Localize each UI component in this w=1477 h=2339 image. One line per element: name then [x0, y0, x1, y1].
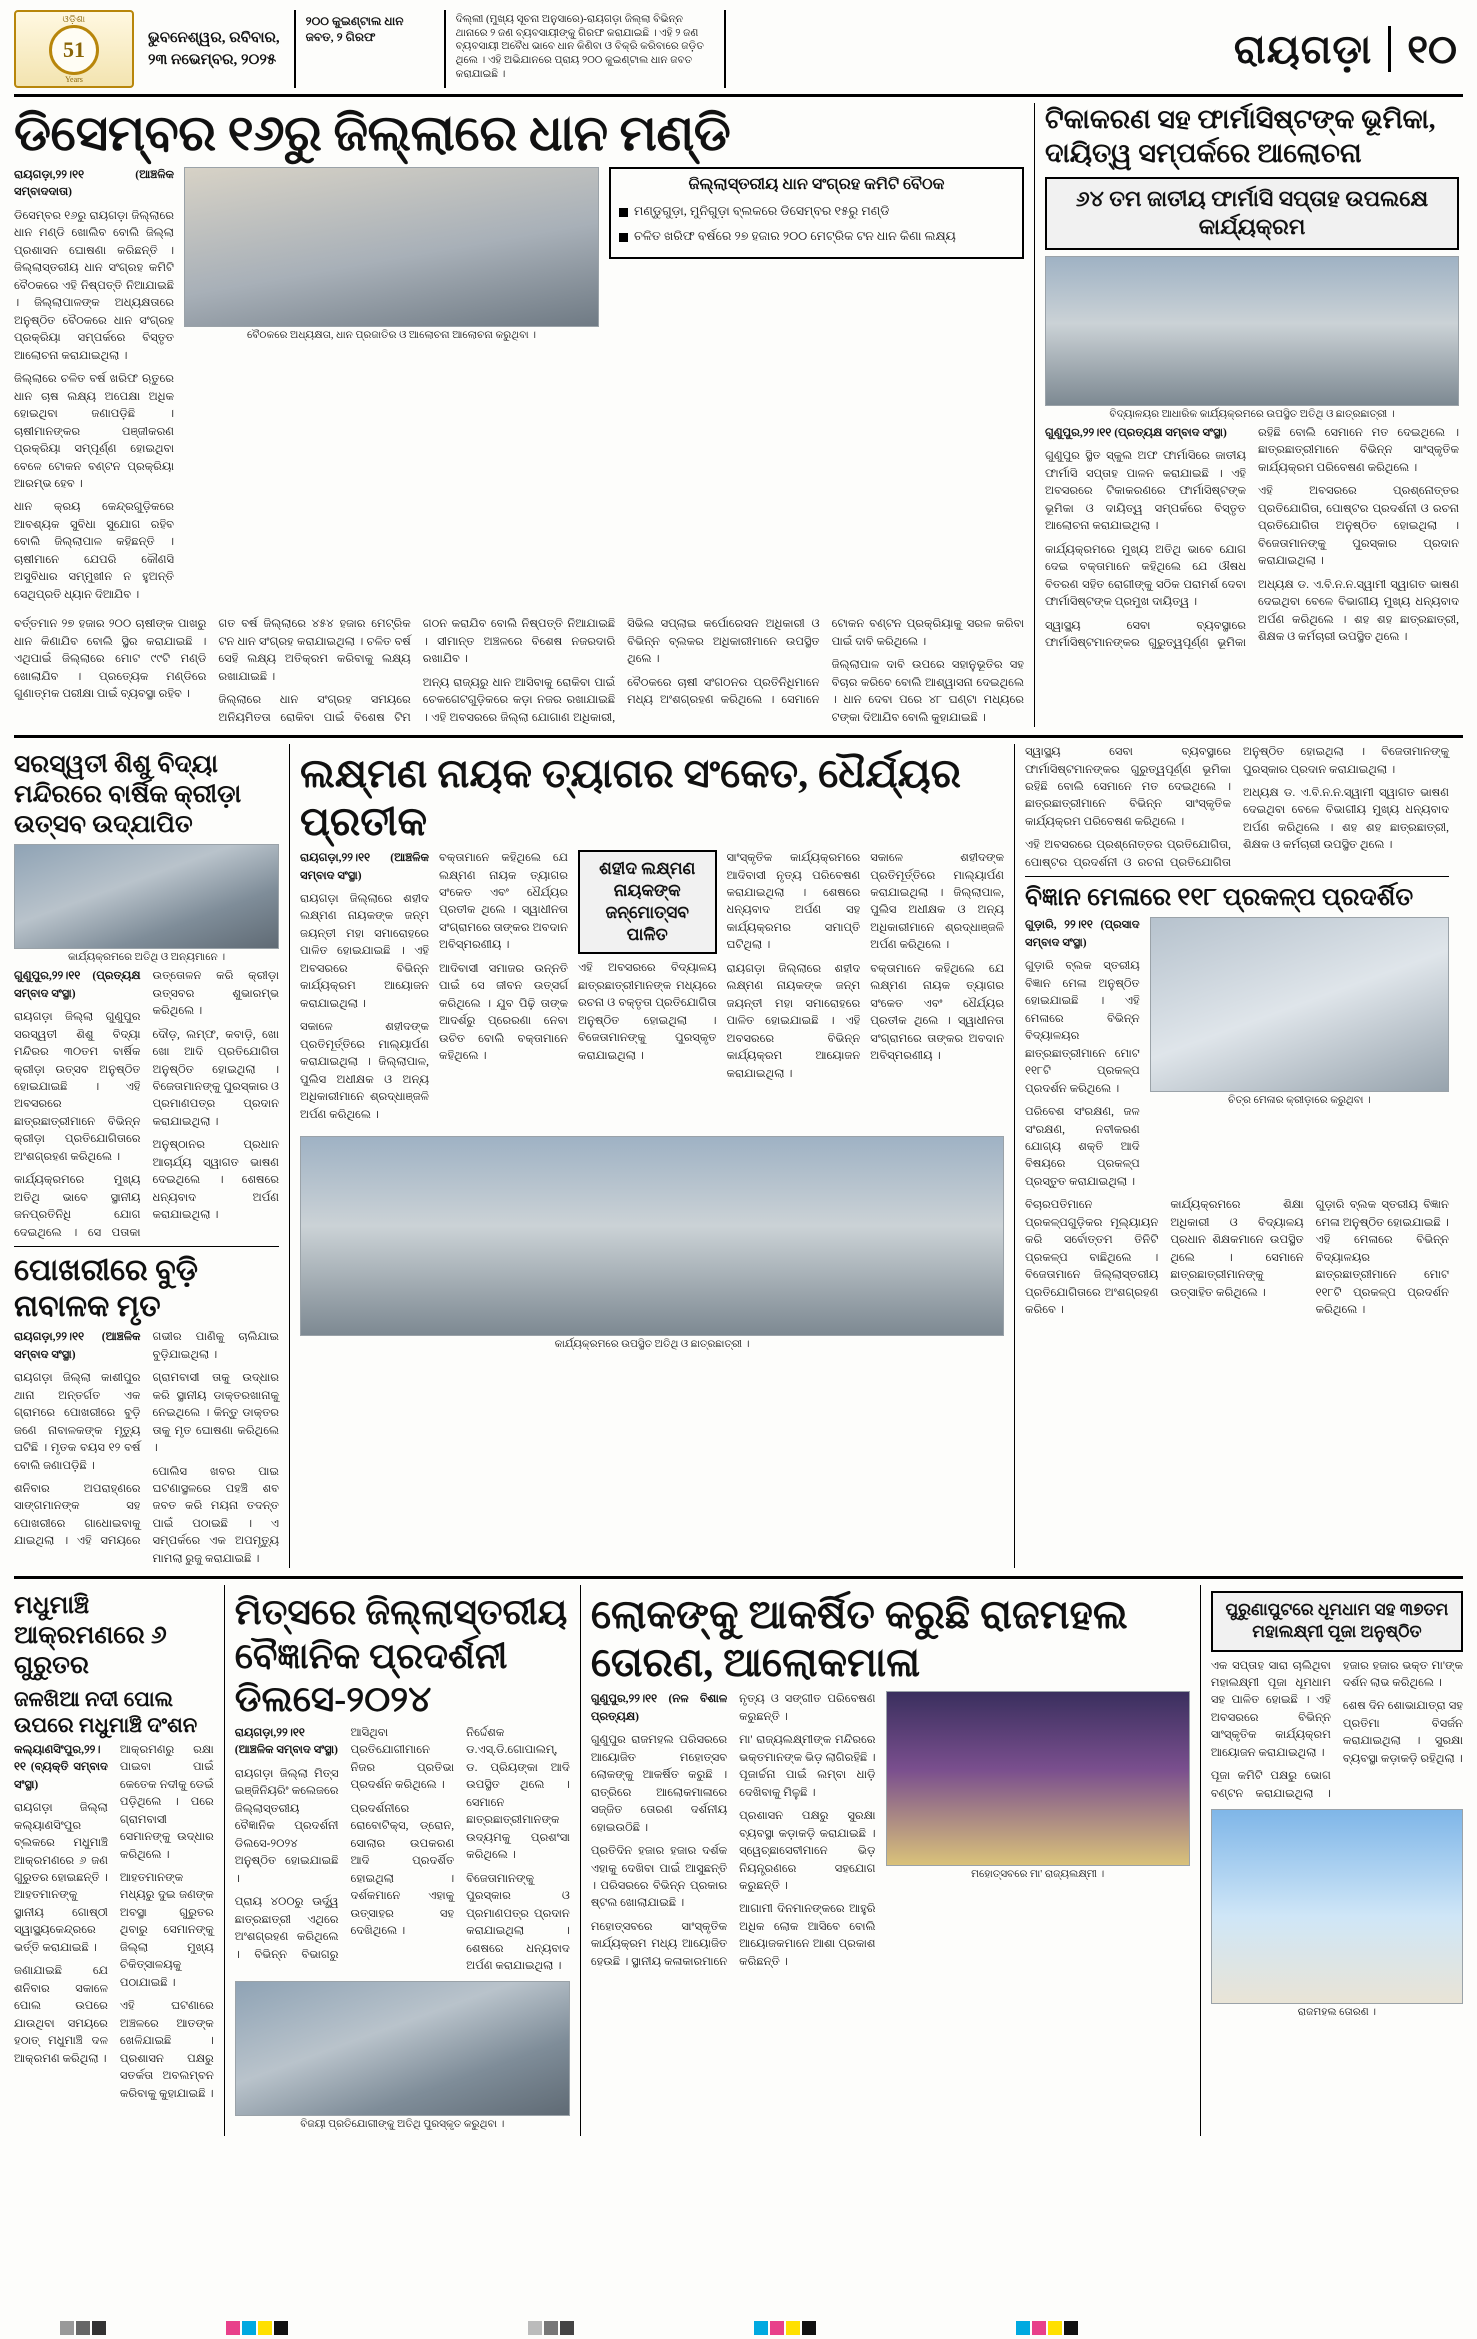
science-fair-para-0b: ଗୁଡ଼ାରି ବ୍ଲକ ସ୍ତରୀୟ ବିଜ୍ଞାନ ମେଳା ଅନୁଷ୍ଠିତ ହୋଇଯାଇଛି । ଏହି ମେଳାରେ ବିଭିନ୍ନ ବିଦ୍ୟାଳୟର ଛାତ୍ରଛାତ୍ରୀମାନେ ମୋଟ ୧୧୮ଟି ପ୍ରକଳ୍ପ ପ୍ରଦର୍ଶନ କରିଥିଲେ ।: [1315, 1199, 1449, 1317]
pharmacy-photo-caption: ବିଦ୍ୟାଳୟର ଆଧାରିକ କାର୍ଯ୍ୟକ୍ରମରେ ଉପସ୍ଥିତ ଅତିଥି ଓ ଛାତ୍ରଛାତ୍ରୀ ।: [1109, 408, 1395, 420]
pharmacy-body-columns: [1045, 425, 1459, 653]
madhumanchi-para-4: ଏହି ଘଟଣାରେ ଅଞ୍ଚଳରେ ଆତଙ୍କ ଖେଳିଯାଇଛି । ପ୍ରଶାସନ ପକ୍ଷରୁ ସତର୍କତା ଅବଲମ୍ବନ କରିବାକୁ କୁହାଯାଇଛି ।: [119, 2000, 214, 2100]
edition-block: [726, 10, 1463, 88]
rajmahal-para-3: ମା' ରାଜ୍ୟଲକ୍ଷ୍ମୀଙ୍କ ମନ୍ଦିରରେ ଭକ୍ତମାନଙ୍କ ଭିଡ଼ ଲାଗିରହିଛି । ପୂଜାର୍ଚ୍ଚନା ପାଇଁ ଲମ୍ବା ଧାଡ଼ି ଦେଖିବାକୁ ମିଳୁଛି ।: [739, 1734, 876, 1799]
rajmahal-text-columns: [591, 1691, 876, 1974]
laxman-photo: [300, 1136, 1004, 1336]
pharmacy-para-0: ଗୁଣୁପୁର ସ୍ଥିତ ସ୍କୁଲ ଅଫ ଫାର୍ମାସିରେ ଜାତୀୟ ଫାର୍ମାସି ସପ୍ତାହ ପାଳନ କରାଯାଇଛି । ଏହି ଅବସରରେ ଟିକାକରଣରେ ଫାର୍ମାସିଷ୍ଟଙ୍କ ଭୂମିକା ଓ ଦାୟିତ୍ୱ ସମ୍ପର୍କରେ ବିସ୍ତୃତ ଆଲୋଚନା କରାଯାଇଥିଲା ।: [1045, 450, 1246, 533]
pharmacy-para-1: କାର୍ଯ୍ୟକ୍ରମରେ ମୁଖ୍ୟ ଅତିଥି ଭାବେ ଯୋଗ ଦେଇ ବକ୍ତାମାନେ କହିଥିଲେ ଯେ ଔଷଧ ବିତରଣ ସହିତ ରୋଗୀଙ୍କୁ ସଠିକ ପରାମର୍ଶ ଦେବା ଫାର୍ମାସିଷ୍ଟଙ୍କ ପ୍ରମୁଖ ଦାୟିତ୍ୱ ।: [1045, 543, 1246, 609]
expo-dateline: ରାୟଗଡ଼ା,୨୨।୧୧ (ଆଞ୍ଚଳିକ ସମ୍ବାଦ ସଂସ୍ଥା): [234, 1726, 338, 1757]
pharmacy-para-4b: ଅଧ୍ୟକ୍ଷ ଡ. ଏ.ବି.ନ.ନ.ସ୍ୱାମୀ ସ୍ୱାଗତ ଭାଷଣ ଦେଇଥିବା ବେଳେ ବିଭାଗୀୟ ମୁଖ୍ୟ ଧନ୍ୟବାଦ ଅର୍ପଣ କରିଥିଲେ । ଶହ ଶହ ଛାତ୍ରଛାତ୍ରୀ, ଶିକ୍ଷକ ଓ କର୍ମଚାରୀ ଉପସ୍ଥିତ ଥିଲେ ।: [1243, 787, 1449, 852]
pokhari-headline: ପୋଖରୀରେ ବୁଡ଼ି ନାବାଳକ ମୃତ: [14, 1254, 198, 1324]
swatch: [242, 2321, 256, 2335]
rajmahal-idol-caption: ମହୋତ୍ସବରେ ମା' ରାଜ୍ୟଲକ୍ଷ୍ମୀ ।: [971, 1869, 1105, 1881]
expo-para-2: ପ୍ରଦର୍ଶନୀରେ ରୋବୋଟିକ୍ସ, ଡ୍ରୋନ, ସୋଲାର ଉପକରଣ ଆଦି ପ୍ରଦର୍ଶିତ ହୋଇଥିଲା । ଦର୍ଶକମାନେ ଏହାକୁ ଉତ୍ସାହର ସହ ଦେଖିଥିଲେ ।: [350, 1802, 455, 1938]
rajmahal-para-2: ମହୋତ୍ସବରେ ସାଂସ୍କୃତିକ କାର୍ଯ୍ୟକ୍ରମ ମଧ୍ୟ ଆୟୋଜିତ ହେଉଛି । ସ୍ଥାନୀୟ କଳାକାରମାନେ ନୃତ୍ୟ ଓ ସଙ୍ଗୀତ ପରିବେଷଣ କରୁଛନ୍ତି ।: [590, 1693, 876, 1968]
pokhari-dateline: ରାୟଗଡ଼ା,୨୨।୧୧ (ଆଞ୍ଚଳିକ ସମ୍ବାଦ ସଂସ୍ଥା): [14, 1331, 141, 1361]
pharmacy-overflow-columns: [1025, 744, 1449, 872]
science-fair-photo-caption: ଚିତ୍ର ମେଳାର କ୍ରୀଡ଼ାରେ କରୁଥିବା ।: [1228, 1095, 1371, 1107]
lead-headline: ଡିସେମ୍ବର ୧୬ରୁ ଜିଲ୍ଲାରେ ଧାନ ମଣ୍ଡି: [14, 105, 731, 161]
laxman-para-0: ରାୟଗଡ଼ା ଜିଲ୍ଲାରେ ଶହୀଦ ଲକ୍ଷ୍ମଣ ନାୟକଙ୍କ ଜନ୍ମ ଜୟନ୍ତୀ ମହା ସମାରୋହରେ ପାଳିତ ହୋଇଯାଇଛି । ଏହି ଅବସରରେ ବିଭିନ୍ନ କାର୍ଯ୍ୟକ୍ରମ ଆୟୋଜନ କରାଯାଇଥିଲା ।: [300, 893, 429, 1010]
lead-first-column: [14, 167, 174, 610]
logo-years-label: Years: [65, 75, 83, 84]
pokhari-body-columns: [14, 1329, 279, 1568]
puja-story: [1200, 1585, 1463, 2135]
madhumanchi-para-1: ଜଣାଯାଇଛି ଯେ ଶନିବାର ସକାଳେ ପୋଲ ଉପରେ ଯାଉଥିବା ସମୟରେ ହଠାତ୍ ମଧୁମାଞ୍ଚି ଦଳ ଆକ୍ରମଣ କରିଥିଲା ।: [14, 1965, 108, 2065]
saraswati-para-3: ଅନୁଷ୍ଠାନର ପ୍ରଧାନ ଆଚାର୍ଯ୍ୟ ସ୍ୱାଗତ ଭାଷଣ ଦେଇଥିଲେ । ଶେଷରେ ଧନ୍ୟବାଦ ଅର୍ପଣ କରାଯାଇଥିଲା ।: [152, 1139, 279, 1222]
place-text: ଭୁବନେଶ୍ୱର, ରବିବାର,: [148, 29, 280, 46]
section-divider: [14, 735, 1463, 738]
madhumanchi-para-2: ଆକ୍ରମଣରୁ ରକ୍ଷା ପାଇବା ପାଇଁ କେତେକ ନଦୀକୁ ଡେଇଁ ପଡ଼ିଥିଲେ । ପରେ ଗ୍ରାମବାସୀ ସେମାନଙ୍କୁ ଉଦ୍ଧାର କରିଥିଲେ ।: [119, 1743, 214, 1861]
lead-photo: [184, 167, 599, 327]
science-fair-photo: [1150, 917, 1449, 1092]
science-fair-para-0: ଗୁଡ଼ାରି ବ୍ଲକ ସ୍ତରୀୟ ବିଜ୍ଞାନ ମେଳା ଅନୁଷ୍ଠିତ ହୋଇଯାଇଛି । ଏହି ମେଳାରେ ବିଭିନ୍ନ ବିଦ୍ୟାଳୟର ଛାତ୍ରଛାତ୍ରୀମାନେ ମୋଟ ୧୧୮ଟି ପ୍ରକଳ୍ପ ପ୍ରଦର୍ଶନ କରିଥିଲେ ।: [1025, 960, 1140, 1095]
expo-headline: ମିତ୍ସରେ ଜିଲ୍ଲାସ୍ତରୀୟ ବୈଜ୍ଞାନିକ ପ୍ରଦର୍ଶନୀ ଡିଲସେ-୨୦୨୪: [234, 1592, 568, 1719]
logo-top-text: ଓଡ଼ିଶା: [62, 14, 86, 24]
lead-dateline: ରାୟଗଡ଼ା,୨୨।୧୧ (ଆଞ୍ଚଳିକ ସମ୍ବାଦଦାତା): [14, 169, 174, 199]
pharmacy-para-2b: ସ୍ୱାସ୍ଥ୍ୟ ସେବା ବ୍ୟବସ୍ଥାରେ ଫାର୍ମାସିଷ୍ଟମାନଙ୍କର ଗୁରୁତ୍ୱପୂର୍ଣ୍ଣ ଭୂମିକା ରହିଛି ବୋଲି ସେମାନେ ମତ ଦେଇଥିଲେ । ଛାତ୍ରଛାତ୍ରୀମାନେ ବିଭିନ୍ନ ସାଂସ୍କୃତିକ କାର୍ଯ୍ୟକ୍ରମ ପରିବେଷଣ କରିଥିଲେ ।: [1025, 746, 1231, 828]
lead-para-2: ଧାନ କ୍ରୟ କେନ୍ଦ୍ରଗୁଡ଼ିକରେ ଆବଶ୍ୟକ ସୁବିଧା ସୁଯୋଗ ରହିବ ବୋଲି ଜିଲ୍ଲାପାଳ କହିଛନ୍ତି । ଚାଷୀମାନେ ଯେପରି କୌଣସି ଅସୁବିଧାର ସମ୍ମୁଖୀନ ନ ହୁଅନ୍ତି ସେଥିପ୍ରତି ଧ୍ୟାନ ଦିଆଯିବ ।: [14, 501, 174, 601]
laxman-para-1: ସକାଳେ ଶହୀଦଙ୍କ ପ୍ରତିମୂର୍ତ୍ତିରେ ମାଲ୍ୟାର୍ପଣ କରାଯାଇଥିଲା । ଜିଲ୍ଲାପାଳ, ପୁଲିସ ଅଧୀକ୍ଷକ ଓ ଅନ୍ୟ ଅଧିକାରୀମାନେ ଶ୍ରଦ୍ଧାଞ୍ଜଳି ଅର୍ପଣ କରିଥିଲେ ।: [300, 1021, 429, 1121]
swatch: [528, 2321, 542, 2335]
pokhari-para-3: ପୋଲିସ ଖବର ପାଇ ଘଟଣାସ୍ଥଳରେ ପହଞ୍ଚି ଶବ ଜବତ କରି ମୟନା ତଦନ୍ତ ପାଇଁ ପଠାଇଛି । ଏ ସମ୍ପର୍କରେ ଏକ ଅପମୃତ୍ୟୁ ମାମଲା ରୁଜୁ କରାଯାଇଛି ।: [152, 1465, 279, 1565]
masthead-brief-headline: ୨୦୦ କୁଇଣ୍ଟାଲ ଧାନ ଜବତ, ୨ ଗିରଫ: [296, 10, 446, 88]
paddy-committee-box: [609, 167, 1024, 259]
laxman-para-3: ଆଦିବାସୀ ସମାଜର ଉନ୍ନତି ପାଇଁ ସେ ଜୀବନ ଉତ୍ସର୍ଗ କରିଥିଲେ । ଯୁବ ପିଢ଼ି ତାଙ୍କ ଆଦର୍ଶରୁ ପ୍ରେରଣା ନେବା ଉଚିତ ବୋଲି ବକ୍ତାମାନେ କହିଥିଲେ ।: [438, 962, 568, 1063]
saraswati-body-columns: [14, 968, 279, 1242]
expo-story: [224, 1585, 570, 2135]
paddy-bullet-0: ମଣ୍ଡୁଗୁଡ଼ା, ମୁନିଗୁଡ଼ା ବ୍ଲକରେ ଡିସେମ୍ବର ୧୫ରୁ ମଣ୍ଡି: [634, 203, 890, 218]
swatch: [226, 2321, 240, 2335]
laxman-col4: [727, 850, 861, 1130]
swatch: [786, 2321, 800, 2335]
grayscale-bar-2: [528, 2321, 574, 2335]
rajmahal-para-5: ଆଗାମୀ ଦିନମାନଙ୍କରେ ଆହୁରି ଅଧିକ ଲୋକ ଆସିବେ ବୋଲି ଆୟୋଜକମାନେ ଆଶା ପ୍ରକାଶ କରିଛନ୍ତି ।: [739, 1903, 876, 1968]
saraswati-headline: ସରସ୍ୱତୀ ଶିଶୁ ବିଦ୍ୟା ମନ୍ଦିରରେ ବାର୍ଷିକ କ୍ରୀଡ଼ା ଉତ୍ସବ ଉଦ୍‌ଯାପିତ: [14, 751, 242, 839]
madhumanchi-dateline: କଲ୍ୟାଣସିଂପୁର,୨୨।୧୧ (ବ୍ୟକ୍ତି ସମ୍ବାଦ ସଂସ୍ଥା): [14, 1743, 108, 1791]
lead-sidebox-wrap: [609, 167, 1024, 610]
temple-photo: [1211, 1809, 1463, 2004]
middle-left-column: [14, 744, 279, 1568]
column-divider: [14, 1246, 279, 1247]
lead-para-7: ବୈଠକରେ ଚାଷୀ ସଂଗଠନର ପ୍ରତିନିଧିମାନେ ମଧ୍ୟ ଅଂଶଗ୍ରହଣ କରିଥିଲେ । ସେମାନେ ଟୋକନ ବଣ୍ଟନ ପ୍ରକ୍ରିୟାକୁ ସରଳ କରିବା ପାଇଁ ଦାବି କରିଥିଲେ ।: [627, 618, 1024, 707]
science-fair-para-2: ବିଚାରପତିମାନେ ପ୍ରକଳ୍ପଗୁଡ଼ିକର ମୂଲ୍ୟାୟନ କରି ସର୍ବୋତ୍ତମ ତିନିଟି ପ୍ରକଳ୍ପ ବାଛିଥିଲେ । ବିଜେତାମାନେ ଜିଲ୍ଲାସ୍ତରୀୟ ପ୍ରତିଯୋଗିତାରେ ଅଂଶଗ୍ରହଣ କରିବେ ।: [1025, 1199, 1159, 1317]
lead-photo-wrap: [184, 167, 599, 610]
lead-para-6: ଅନ୍ୟ ରାଜ୍ୟରୁ ଧାନ ଆସିବାକୁ ରୋକିବା ପାଇଁ ଚେକଗେଟଗୁଡ଼ିକରେ କଡ଼ା ନଜର ରଖାଯାଇଛି । ଏହି ଅବସରରେ ଜିଲ୍ଲା ଯୋଗାଣ ଅଧିକାରୀ, ସିଭିଲ ସପ୍ଲାଇ କର୍ପୋରେସନ ଅଧିକାରୀ ଓ ବିଭିନ୍ନ ବ୍ଲକର ଅଧିକାରୀମାନେ ଉପସ୍ଥିତ ଥିଲେ ।: [422, 618, 820, 724]
swatch: [76, 2321, 90, 2335]
puja-para-1: ପୂଜା କମିଟି ପକ୍ଷରୁ ଭୋଗ ବଣ୍ଟନ କରାଯାଇଥିଲା । ହଜାର ହଜାର ଭକ୍ତ ମା'ଙ୍କ ଦର୍ଶନ ଲାଭ କରିଥିଲେ ।: [1210, 1659, 1463, 1800]
swatch: [1016, 2321, 1030, 2335]
lead-para-4: ଗତ ବର୍ଷ ଜିଲ୍ଲାରେ ୪୫୪ ହଜାର ମେଟ୍ରିକ ଟନ ଧାନ ସଂଗ୍ରହ କରାଯାଇଥିଲା । ଚଳିତ ବର୍ଷ ସେହି ଲକ୍ଷ୍ୟ ଅତିକ୍ରମ କରିବାକୁ ଲକ୍ଷ୍ୟ ରଖାଯାଇଛି ।: [218, 618, 411, 683]
science-fair-photo-wrap: [1150, 917, 1449, 1197]
swatch: [802, 2321, 816, 2335]
bullet-square-icon: [619, 208, 628, 217]
rajmahal-story: [580, 1585, 1190, 2135]
swatch: [560, 2321, 574, 2335]
masthead-divider: [1388, 26, 1391, 72]
swatch: [770, 2321, 784, 2335]
pharmacy-story: [1034, 103, 1459, 727]
expo-para-3: ନିର୍ଦ୍ଦେଶକ ଡ.ଏସ୍.ଡି.ଗୋପାଲମ୍, ଡ. ପ୍ରିୟଙ୍କା ଆଦି ଉପସ୍ଥିତ ଥିଲେ । ସେମାନେ ଛାତ୍ରଛାତ୍ରୀମାନଙ୍କ ଉଦ୍ୟମକୁ ପ୍ରଶଂସା କରିଥିଲେ ।: [466, 1726, 570, 1862]
swatch: [60, 2321, 74, 2335]
paddy-box-bullet: [619, 227, 1014, 246]
laxman-story: [289, 744, 1004, 1568]
rajmahal-dateline: ଗୁଣୁପୁର,୨୨।୧୧ (ନଳ ବିଶାଳ ପ୍ରତ୍ୟକ୍ଷ): [590, 1693, 728, 1723]
swatch: [1064, 2321, 1078, 2335]
puja-para-2: ଶେଷ ଦିନ ଶୋଭାଯାତ୍ରା ସହ ପ୍ରତିମା ବିସର୍ଜନ କରାଯାଇଥିଲା । ସୁରକ୍ଷା ବ୍ୟବସ୍ଥା କଡ଼ାକଡ଼ି ରହିଥିଲା ।: [1342, 1700, 1463, 1765]
paddy-box-bullet: [619, 202, 1014, 221]
science-fair-body-columns: [1025, 1197, 1449, 1319]
lead-body-columns: [14, 616, 1024, 727]
lead-para-3: ବର୍ତ୍ତମାନ ୨୭ ହଜାର ୨୦୦ ଚାଷୀଙ୍କ ପାଖରୁ ଧାନ କିଣାଯିବ ବୋଲି ସ୍ଥିର କରାଯାଇଛି । ଏଥିପାଇଁ ଜିଲ୍ଲାରେ ମୋଟ ୯୯ଟି ମଣ୍ଡି ଖୋଲାଯିବ । ପ୍ରତ୍ୟେକ ମଣ୍ଡିରେ ଗୁଣାତ୍ମକ ପରୀକ୍ଷା ପାଇଁ ବ୍ୟବସ୍ଥା ରହିବ ।: [14, 618, 207, 701]
puja-box-headline: ପୁରୁଣାପୁଟରେ ଧୂମଧାମ ସହ ୩୭ତମ ମହାଲକ୍ଷ୍ମୀ ପୂଜା ଅନୁଷ୍ଠିତ: [1211, 1591, 1463, 1651]
lead-photo-caption: ବୈଠକରେ ଅଧ୍ୟକ୍ଷତା, ଧାନ ପ୍ରଜାତିର ଓ ଆଲୋଚନା ଆଲୋଚନା କରୁଥିବା ।: [247, 330, 536, 341]
laxman-col3: [578, 960, 717, 1065]
expo-photo-caption: ବିଜୟୀ ପ୍ରତିଯୋଗୀଙ୍କୁ ଅତିଥି ପୁରସ୍କୃତ କରୁଥିବା ।: [300, 2119, 505, 2131]
pharmacy-para-4: ଅଧ୍ୟକ୍ଷ ଡ. ଏ.ବି.ନ.ନ.ସ୍ୱାମୀ ସ୍ୱାଗତ ଭାଷଣ ଦେଇଥିବା ବେଳେ ବିଭାଗୀୟ ମୁଖ୍ୟ ଧନ୍ୟବାଦ ଅର୍ପଣ କରିଥିଲେ । ଶହ ଶହ ଛାତ୍ରଛାତ୍ରୀ, ଶିକ୍ଷକ ଓ କର୍ମଚାରୀ ଉପସ୍ଥିତ ଥିଲେ ।: [1258, 578, 1459, 643]
laxman-box-wrap: [578, 850, 717, 1130]
saraswati-photo-caption: କାର୍ଯ୍ୟକ୍ରମରେ ଅତିଥି ଓ ଅନ୍ୟମାନେ ।: [67, 952, 226, 964]
rajmahal-para-4: ପ୍ରଶାସନ ପକ୍ଷରୁ ସୁରକ୍ଷା ବ୍ୟବସ୍ଥା କଡ଼ାକଡ଼ି କରାଯାଇଛି । ସ୍ୱେଚ୍ଛାସେବୀମାନେ ଭିଡ଼ ନିୟନ୍ତ୍ରଣରେ ସହଯୋଗ କରୁଛନ୍ତି ।: [739, 1810, 876, 1892]
lead-story: [14, 103, 1024, 727]
madhumanchi-body-columns: [14, 1742, 214, 2103]
paddy-box-title: ଜିଲ୍ଲାସ୍ତରୀୟ ଧାନ ସଂଗ୍ରହ କମିଟି ବୈଠକ: [688, 176, 945, 193]
expo-photo: [235, 1981, 570, 2116]
temple-photo-caption: ରାଜମହଲ ତୋରଣ ।: [1297, 2007, 1376, 2019]
rajmahal-para-1: ପ୍ରତିଦିନ ହଜାର ହଜାର ଦର୍ଶକ ଏହାକୁ ଦେଖିବା ପାଇଁ ଆସୁଛନ୍ତି । ପରିସରରେ ବିଭିନ୍ନ ପ୍ରକାର ଷ୍ଟଲ ଖୋଲାଯାଇଛି ।: [590, 1845, 728, 1910]
science-fair-para-1: ପରିବେଶ ସଂରକ୍ଷଣ, ଜଳ ସଂରକ୍ଷଣ, ନବୀକରଣ ଯୋଗ୍ୟ ଶକ୍ତି ଆଦି ବିଷୟରେ ପ୍ରକଳ୍ପ ପ୍ରସ୍ତୁତ କରାଯାଇଥିଲା ।: [1025, 1106, 1140, 1188]
saraswati-dateline: ଗୁଣୁପୁର,୨୨।୧୧ (ପ୍ରତ୍ୟକ୍ଷ ସମ୍ବାଦ ସଂସ୍ଥା): [14, 970, 141, 1000]
pokhari-para-2: ଗ୍ରାମବାସୀ ତାକୁ ଉଦ୍ଧାର କରି ସ୍ଥାନୀୟ ଡାକ୍ତରଖାନାକୁ ନେଇଥିଲେ । କିନ୍ତୁ ଡାକ୍ତର ତାକୁ ମୃତ ଘୋଷଣା କରିଥିଲେ ।: [152, 1372, 279, 1455]
saraswati-para-2: ଦୌଡ଼, ଲମ୍ଫ, କବାଡ଼ି, ଖୋ ଖୋ ଆଦି ପ୍ରତିଯୋଗିତା ଅନୁଷ୍ଠିତ ହୋଇଥିଲା । ବିଜେତାମାନଙ୍କୁ ପୁରସ୍କାର ଓ ପ୍ରମାଣପତ୍ର ପ୍ରଦାନ କରାଯାଇଥିଲା ।: [152, 1028, 279, 1128]
rajmahal-idol-photo: [886, 1691, 1190, 1866]
cmyk-bar-3: [1016, 2321, 1078, 2335]
grayscale-bar: [60, 2321, 106, 2335]
laxman-box-headline: ଶହୀଦ ଲକ୍ଷ୍ମଣ ନାୟକଙ୍କ ଜନ୍ମୋତ୍ସବ ପାଳିତ: [578, 850, 717, 954]
laxman-col1: [300, 850, 429, 1130]
madhumanchi-subhead: ଜଳଖିଆ ନଦୀ ପୋଲ ଉପରେ ମଧୁମାଞ୍ଚି ଦଂଶନ: [14, 1687, 198, 1737]
laxman-para-0b: ରାୟଗଡ଼ା ଜିଲ୍ଲାରେ ଶହୀଦ ଲକ୍ଷ୍ମଣ ନାୟକଙ୍କ ଜନ୍ମ ଜୟନ୍ତୀ ମହା ସମାରୋହରେ ପାଳିତ ହୋଇଯାଇଛି । ଏହି ଅବସରରେ ବିଭିନ୍ନ କାର୍ଯ୍ୟକ୍ରମ ଆୟୋଜନ କରାଯାଇଥିଲା ।: [726, 962, 861, 1080]
science-fair-row: [1025, 917, 1449, 1197]
laxman-upper-row: [300, 850, 1004, 1130]
expo-body-columns: [235, 1725, 570, 1976]
pharmacy-dateline: ଗୁଣୁପୁର,୨୨।୧୧ (ପ୍ରତ୍ୟକ୍ଷ ସମ୍ବାଦ ସଂସ୍ଥା): [1045, 426, 1227, 439]
expo-para-1: ପ୍ରାୟ ୪୦୦ରୁ ଊର୍ଦ୍ଧ୍ୱ ଛାତ୍ରଛାତ୍ରୀ ଏଥିରେ ଅଂଶଗ୍ରହଣ କରିଥିଲେ । ବିଭିନ୍ନ ବିଭାଗରୁ ଆସିଥିବା ପ୍ରତିଯୋଗୀମାନେ ନିଜର ପ୍ରତିଭା ପ୍ରଦର୍ଶନ କରିଥିଲେ ।: [234, 1726, 455, 1961]
puja-para-0: ଏକ ସପ୍ତାହ ସାରା ଚାଲିଥିବା ମହାଲକ୍ଷ୍ମୀ ପୂଜା ଧୂମଧାମ ସହ ପାଳିତ ହୋଇଛି । ଏହି ଅବସରରେ ବିଭିନ୍ନ ସାଂସ୍କୃତିକ କାର୍ଯ୍ୟକ୍ରମ ଆୟୋଜନ କରାଯାଇଥିଲା ।: [1210, 1659, 1331, 1759]
saraswati-para-1: କାର୍ଯ୍ୟକ୍ରମରେ ମୁଖ୍ୟ ଅତିଥି ଭାବେ ସ୍ଥାନୀୟ ଜନପ୍ରତିନିଧି ଯୋଗ ଦେଇଥିଲେ । ସେ ପତାକା ଉତ୍ତୋଳନ କରି କ୍ରୀଡ଼ା ଉତ୍ସବର ଶୁଭାରମ୍ଭ କରିଥିଲେ ।: [14, 970, 279, 1239]
pharmacy-para-2: ସ୍ୱାସ୍ଥ୍ୟ ସେବା ବ୍ୟବସ୍ଥାରେ ଫାର୍ମାସିଷ୍ଟମାନଙ୍କର ଗୁରୁତ୍ୱପୂର୍ଣ୍ଣ ଭୂମିକା ରହିଛି ବୋଲି ସେମାନେ ମତ ଦେଇଥିଲେ । ଛାତ୍ରଛାତ୍ରୀମାନେ ବିଭିନ୍ନ ସାଂସ୍କୃତିକ କାର୍ଯ୍ୟକ୍ରମ ପରିବେଷଣ କରିଥିଲେ ।: [1045, 426, 1459, 649]
lead-para-5: ଜିଲ୍ଲାରେ ଧାନ ସଂଗ୍ରହ ସମୟରେ ଅନିୟମିତତା ରୋକିବା ପାଇଁ ବିଶେଷ ଟିମ ଗଠନ କରାଯିବ ବୋଲି ନିଷ୍ପତ୍ତି ନିଆଯାଇଛି । ସୀମାନ୍ତ ଅଞ୍ଚଳରେ ବିଶେଷ ନଜରଦାରି ରଖାଯିବ ।: [218, 618, 616, 724]
rajmahal-photo-wrap: [886, 1691, 1190, 1974]
top-section: [14, 103, 1463, 727]
pharmacy-para-3: ଏହି ଅବସରରେ ପ୍ରଶ୍ନୋତ୍ତର ପ୍ରତିଯୋଗିତା, ପୋଷ୍ଟର ପ୍ରଦର୍ଶନୀ ଓ ରଚନା ପ୍ରତିଯୋଗିତା ଅନୁଷ୍ଠିତ ହୋଇଥିଲା । ବିଜେତାମାନଙ୍କୁ ପୁରସ୍କାର ପ୍ରଦାନ କରାଯାଇଥିଲା ।: [1258, 485, 1459, 568]
science-fair-col1: [1025, 917, 1140, 1197]
rajmahal-headline: ଲୋକଙ୍କୁ ଆକର୍ଷିତ କରୁଛି ରାଜମହଲ ତୋରଣ, ଆଲୋକମାଳା: [590, 1592, 1128, 1686]
laxman-para-5: ସାଂସ୍କୃତିକ କାର୍ଯ୍ୟକ୍ରମରେ ଆଦିବାସୀ ନୃତ୍ୟ ପରିବେଷଣ କରାଯାଇଥିଲା । ଶେଷରେ ଧନ୍ୟବାଦ ଅର୍ପଣ ସହ କାର୍ଯ୍ୟକ୍ରମର ସମାପ୍ତି ଘଟିଥିଲା ।: [726, 852, 861, 952]
laxman-para-2b: ବକ୍ତାମାନେ କହିଥିଲେ ଯେ ଲକ୍ଷ୍ମଣ ନାୟକ ତ୍ୟାଗର ସଂକେତ ଏବଂ ଧୈର୍ଯ୍ୟର ପ୍ରତୀକ ଥିଲେ । ସ୍ୱାଧୀନତା ସଂଗ୍ରାମରେ ତାଙ୍କର ଅବଦାନ ଅବିସ୍ମରଣୀୟ ।: [870, 962, 1004, 1063]
laxman-dateline: ରାୟଗଡ଼ା,୨୨।୧୧ (ଆଞ୍ଚଳିକ ସମ୍ବାଦ ସଂସ୍ଥା): [300, 852, 429, 882]
madhumanchi-story: [14, 1585, 214, 2135]
laxman-para-1b: ସକାଳେ ଶହୀଦଙ୍କ ପ୍ରତିମୂର୍ତ୍ତିରେ ମାଲ୍ୟାର୍ପଣ କରାଯାଇଥିଲା । ଜିଲ୍ଲାପାଳ, ପୁଲିସ ଅଧୀକ୍ଷକ ଓ ଅନ୍ୟ ଅଧିକାରୀମାନେ ଶ୍ରଦ୍ଧାଞ୍ଜଳି ଅର୍ପଣ କରିଥିଲେ ।: [870, 852, 1004, 952]
puja-body-columns: [1211, 1658, 1463, 1804]
logo-anniversary-number: 51: [49, 25, 99, 75]
pharmacy-box-headline: ୬୪ ତମ ଜାତୀୟ ଫାର୍ମାସି ସପ୍ତାହ ଉପଲକ୍ଷେ କାର୍ଯ୍ୟକ୍ରମ: [1045, 177, 1459, 250]
paddy-bullet-1: ଚଳିତ ଖରିଫ ବର୍ଷରେ ୨୭ ହଜାର ୨୦୦ ମେଟ୍ରିକ ଟନ ଧାନ କିଣା ଲକ୍ଷ୍ୟ: [634, 228, 956, 243]
middle-section: [14, 744, 1463, 1568]
laxman-col5: [870, 850, 1004, 1130]
pharmacy-photo: [1045, 256, 1459, 406]
swatch: [92, 2321, 106, 2335]
masthead: [14, 10, 1463, 97]
lead-para-1: ଜିଲ୍ଲାରେ ଚଳିତ ବର୍ଷ ଖରିଫ ଋତୁରେ ଧାନ ଚାଷ ଲକ୍ଷ୍ୟ ଅପେକ୍ଷା ଅଧିକ ହୋଇଥିବା ଜଣାପଡ଼ିଛି । ଚାଷୀମାନଙ୍କର ପଞ୍ଜୀକରଣ ପ୍ରକ୍ରିୟା ସମ୍ପୂର୍ଣ୍ଣ ହୋଇଥିବା ବେଳେ ଟୋକନ ବଣ୍ଟନ ପ୍ରକ୍ରିୟା ଆରମ୍ଭ ହେବ ।: [14, 373, 174, 490]
lead-para-8: ଜିଲ୍ଲାପାଳ ଦାବି ଉପରେ ସହାନୁଭୂତିର ସହ ବିଚାର କରିବେ ବୋଲି ଆଶ୍ୱାସନା ଦେଇଥିଲେ । ଧାନ ଦେବା ପରେ ୪୮ ଘଣ୍ଟା ମଧ୍ୟରେ ଟଙ୍କା ଦିଆଯିବ ବୋଲି କୁହାଯାଇଛି ।: [831, 659, 1024, 724]
date-text: ୨୩ ନଭେମ୍ବର, ୨୦୨୫: [148, 52, 277, 68]
science-fair-para-3: କାର୍ଯ୍ୟକ୍ରମରେ ଶିକ୍ଷା ଅଧିକାରୀ ଓ ବିଦ୍ୟାଳୟ ପ୍ରଧାନ ଶିକ୍ଷକମାନେ ଉପସ୍ଥିତ ଥିଲେ । ସେମାନେ ଛାତ୍ରଛାତ୍ରୀମାନଙ୍କୁ ଉତ୍ସାହିତ କରିଥିଲେ ।: [1170, 1199, 1304, 1299]
column-divider: [1025, 876, 1449, 877]
pharmacy-headline: ଟିକାକରଣ ସହ ଫାର୍ମାସିଷ୍ଟଙ୍କ ଭୂମିକା, ଦାୟିତ୍ୱ ସମ୍ପର୍କରେ ଆଲୋଚନା: [1045, 104, 1436, 168]
swatch: [258, 2321, 272, 2335]
laxman-headline: ଲକ୍ଷ୍ମଣ ନାୟକ ତ୍ୟାଗର ସଂକେତ, ଧୈର୍ଯ୍ୟର ପ୍ରତୀକ: [300, 751, 961, 845]
lead-upper-row: [14, 167, 1024, 610]
masthead-brief-text: ଦିଲ୍ଲୀ (ମୁଖ୍ୟ ସୂଚନା ଅନୁସାରେ)-ରାୟଗଡ଼ା ଜିଲ୍ଲା ବିଭିନ୍ନ ଥାନାରେ ୨ ଜଣ ବ୍ୟବସାୟୀଙ୍କୁ ଗିରଫ କରାଯାଇଛି । ଏହି ୨ ଜଣ ବ୍ୟବସାୟୀ ଅବୈଧ ଭାବେ ଧାନ କିଣିବା ଓ ବିକ୍ରି କରିବାରେ ଜଡ଼ିତ ଥିଲେ । ଏହି ଅଭିଯାନରେ ପ୍ରାୟ ୨୦୦ କୁଇଣ୍ଟାଲ ଧାନ ଜବତ କରାଯାଇଛି ।: [446, 10, 726, 88]
madhumanchi-headline: ମଧୁମାଞ୍ଚି ଆକ୍ରମଣରେ ୬ ଗୁରୁତର: [14, 1592, 167, 1680]
bullet-square-icon: [619, 233, 628, 242]
publication-logo: [14, 10, 134, 88]
expo-para-0: ରାୟଗଡ଼ା ଜିଲ୍ଲା ମିତ୍ସ ଇଞ୍ଜିନିୟରିଂ କଲେଜରେ ଜିଲ୍ଲାସ୍ତରୀୟ ବୈଜ୍ଞାନିକ ପ୍ରଦର୍ଶନୀ ଡିଲସେ-୨୦୨୪ ଅନୁଷ୍ଠିତ ହୋଇଯାଇଛି ।: [234, 1767, 339, 1885]
laxman-para-2: ବକ୍ତାମାନେ କହିଥିଲେ ଯେ ଲକ୍ଷ୍ମଣ ନାୟକ ତ୍ୟାଗର ସଂକେତ ଏବଂ ଧୈର୍ଯ୍ୟର ପ୍ରତୀକ ଥିଲେ । ସ୍ୱାଧୀନତା ସଂଗ୍ରାମରେ ତାଙ୍କର ଅବଦାନ ଅବିସ୍ମରଣୀୟ ।: [438, 852, 568, 952]
swatch: [1032, 2321, 1046, 2335]
place-and-date: [144, 10, 296, 88]
swatch: [544, 2321, 558, 2335]
page-number: ୧୦: [1407, 26, 1457, 72]
swatch: [754, 2321, 768, 2335]
science-fair-dateline: ଗୁଡ଼ାରି, ୨୨।୧୧ (ପ୍ରସାଦ ସମ୍ବାଦ ସଂସ୍ଥା): [1025, 919, 1140, 949]
expo-para-4: ବିଜେତାମାନଙ୍କୁ ପୁରସ୍କାର ଓ ପ୍ରମାଣପତ୍ର ପ୍ରଦାନ କରାଯାଇଥିଲା । ଶେଷରେ ଧନ୍ୟବାଦ ଅର୍ପଣ କରାଯାଇଥିଲା ।: [466, 1872, 570, 1972]
swatch: [274, 2321, 288, 2335]
rajmahal-para-0: ଗୁଣୁପୁର ରାଜମହଲ ପରିସରରେ ଆୟୋଜିତ ମହୋତ୍ସବ ଲୋକଙ୍କୁ ଆକର୍ଷିତ କରୁଛି । ରାତ୍ରିରେ ଆଲୋକମାଳାରେ ସଜ୍ଜିତ ତୋରଣ ଦର୍ଶନୀୟ ହୋଇଉଠିଛି ।: [590, 1734, 728, 1834]
laxman-col2: [439, 850, 568, 1130]
pokhari-para-1: ଶନିବାର ଅପରାହ୍ଣରେ ସାଙ୍ଗମାନଙ୍କ ସହ ପୋଖରୀରେ ଗାଧୋଇବାକୁ ଯାଇଥିଲା । ଏହି ସମୟରେ ଗଭୀର ପାଣିକୁ ଚାଲିଯାଇ ବୁଡ଼ିଯାଇଥିଲା ।: [14, 1331, 279, 1548]
swatch: [1048, 2321, 1062, 2335]
bottom-section: [14, 1585, 1463, 2135]
pharmacy-para-3b: ଏହି ଅବସରରେ ପ୍ରଶ୍ନୋତ୍ତର ପ୍ରତିଯୋଗିତା, ପୋଷ୍ଟର ପ୍ରଦର୍ଶନୀ ଓ ରଚନା ପ୍ରତିଯୋଗିତା ଅନୁଷ୍ଠିତ ହୋଇଥିଲା । ବିଜେତାମାନଙ୍କୁ ପୁରସ୍କାର ପ୍ରଦାନ କରାଯାଇଥିଲା ।: [1025, 746, 1449, 869]
science-fair-story: [1014, 744, 1449, 1568]
cmyk-bar-2: [754, 2321, 816, 2335]
section-divider: [14, 1576, 1463, 1579]
laxman-para-4: ଏହି ଅବସରରେ ବିଦ୍ୟାଳୟ ଛାତ୍ରଛାତ୍ରୀମାନଙ୍କ ମଧ୍ୟରେ ରଚନା ଓ ବକ୍ତୃତା ପ୍ରତିଯୋଗିତା ଅନୁଷ୍ଠିତ ହୋଇଥିଲା । ବିଜେତାମାନଙ୍କୁ ପୁରସ୍କୃତ କରାଯାଇଥିଲା ।: [577, 962, 717, 1062]
cmyk-bar-1: [226, 2321, 288, 2335]
laxman-photo-caption: କାର୍ଯ୍ୟକ୍ରମରେ ଉପସ୍ଥିତ ଅତିଥି ଓ ଛାତ୍ରଛାତ୍ରୀ ।: [554, 1339, 750, 1351]
pokhari-para-0: ରାୟଗଡ଼ା ଜିଲ୍ଲା କାଶୀପୁର ଥାନା ଅନ୍ତର୍ଗତ ଏକ ଗ୍ରାମରେ ପୋଖରୀରେ ବୁଡ଼ି ଜଣେ ନାବାଳକଙ୍କ ମୃତ୍ୟୁ ଘଟିଛି । ମୃତକ ବୟସ ୧୨ ବର୍ଷ ବୋଲି ଜଣାପଡ଼ିଛି ।: [14, 1372, 141, 1472]
madhumanchi-para-0: ରାୟଗଡ଼ା ଜିଲ୍ଲା କଲ୍ୟାଣସିଂପୁର ବ୍ଲକରେ ମଧୁମାଞ୍ଚି ଆକ୍ରମଣରେ ୬ ଜଣ ଗୁରୁତର ହୋଇଛନ୍ତି । ଆହତମାନଙ୍କୁ ସ୍ଥାନୀୟ ଗୋଷ୍ଠୀ ସ୍ୱାସ୍ଥ୍ୟକେନ୍ଦ୍ରରେ ଭର୍ତ୍ତି କରାଯାଇଛି ।: [14, 1802, 108, 1954]
saraswati-para-0: ରାୟଗଡ଼ା ଜିଲ୍ଲା ଗୁଣୁପୁର ସରସ୍ୱତୀ ଶିଶୁ ବିଦ୍ୟା ମନ୍ଦିରର ୩୦ତମ ବାର୍ଷିକ କ୍ରୀଡ଼ା ଉତ୍ସବ ଅନୁଷ୍ଠିତ ହୋଇଯାଇଛି । ଏହି ଅବସରରେ ଛାତ୍ରଛାତ୍ରୀମାନେ ବିଭିନ୍ନ କ୍ରୀଡ଼ା ପ୍ରତିଯୋଗିତାରେ ଅଂଶଗ୍ରହଣ କରିଥିଲେ ।: [14, 1011, 141, 1163]
edition-name: ରାୟଗଡ଼ା: [1233, 26, 1373, 72]
science-fair-headline: ବିଜ୍ଞାନ ମେଳାରେ ୧୧୮ ପ୍ରକଳ୍ପ ପ୍ରଦର୍ଶିତ: [1025, 884, 1414, 912]
saraswati-photo: [14, 844, 279, 949]
lead-para-0: ଡିସେମ୍ବର ୧୬ରୁ ରାୟଗଡ଼ା ଜିଲ୍ଲାରେ ଧାନ ମଣ୍ଡି ଖୋଲିବ ବୋଲି ଜିଲ୍ଲା ପ୍ରଶାସନ ଘୋଷଣା କରିଛନ୍ତି । ଜିଲ୍ଲାସ୍ତରୀୟ ଧାନ ସଂଗ୍ରହ କମିଟି ବୈଠକରେ ଏହି ନିଷ୍ପତ୍ତି ନିଆଯାଇଛି । ଜିଲ୍ଲାପାଳଙ୍କ ଅଧ୍ୟକ୍ଷତାରେ ଅନୁଷ୍ଠିତ ବୈଠକରେ ଧାନ ସଂଗ୍ରହ ପ୍ରକ୍ରିୟା ସମ୍ପର୍କରେ ବିସ୍ତୃତ ଆଲୋଚନା କରାଯାଇଥିଲା ।: [14, 209, 174, 362]
madhumanchi-para-3: ଆହତମାନଙ୍କ ମଧ୍ୟରୁ ଦୁଇ ଜଣଙ୍କ ଅବସ୍ଥା ଗୁରୁତର ଥିବାରୁ ସେମାନଙ୍କୁ ଜିଲ୍ଲା ମୁଖ୍ୟ ଚିକିତ୍ସାଳୟକୁ ପଠାଯାଇଛି ।: [119, 1871, 214, 1989]
print-registration-marks: [0, 2317, 1477, 2339]
rajmahal-row: [591, 1691, 1190, 1974]
